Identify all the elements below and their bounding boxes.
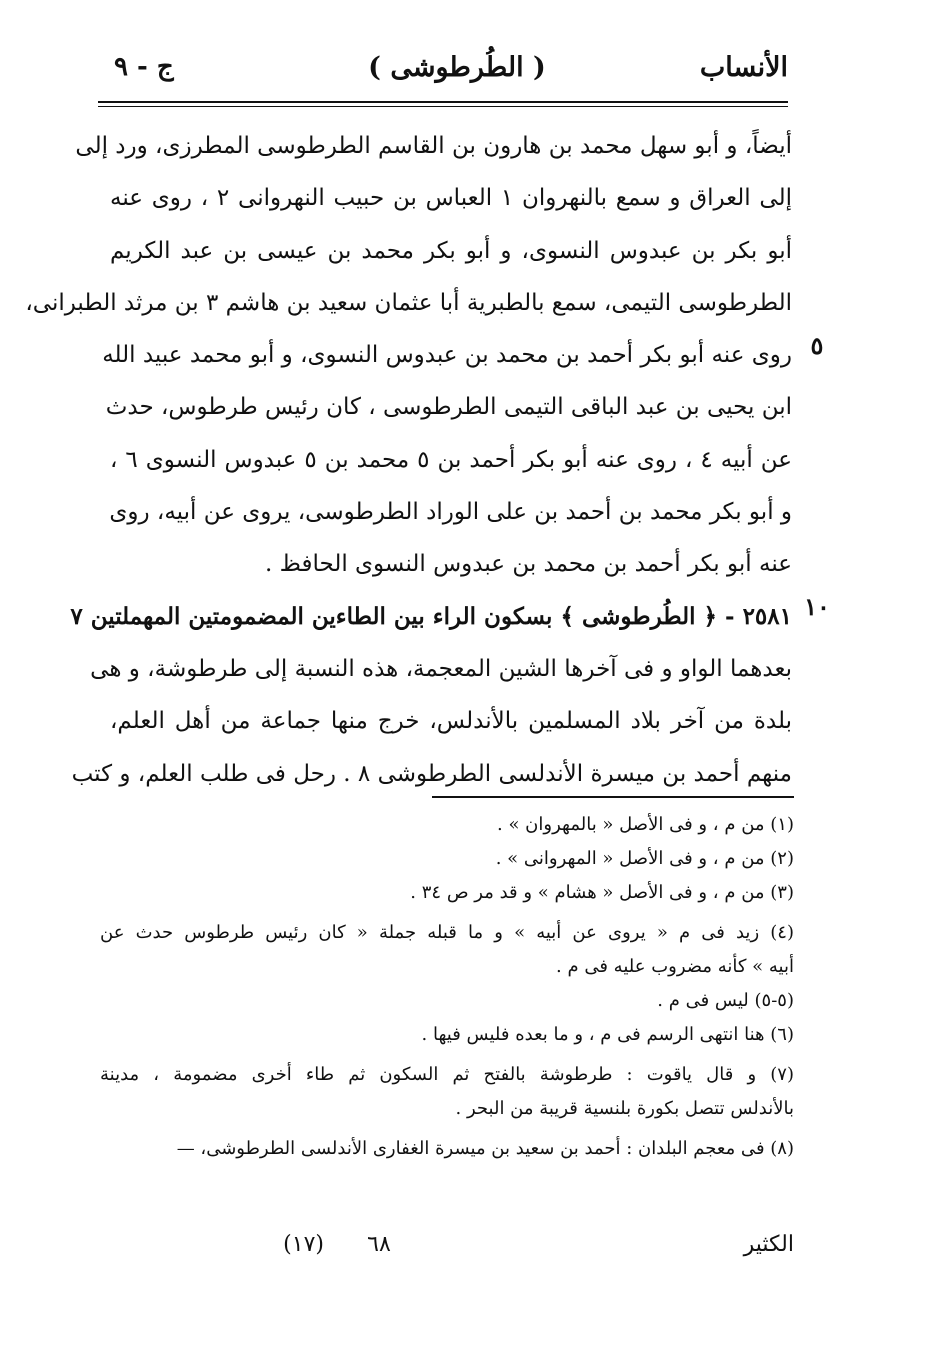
entry-heading-line: ٢٥٨١ - ﴿ الطُرطوشى ﴾ بسكون الراء بين الطاءين المضمومتين المهملتين ٧ (70, 602, 792, 630)
text-line: بلدة من آخر بلاد المسلمين بالأندلس، خرج منها جماعة من أهل العلم، (110, 708, 792, 735)
footnote-4: (٤) زيد فى م « يروى عن أبيه » و ما قبله جملة « كان رئيس طرطوس حدث عن (100, 922, 794, 943)
text-line: ابن يحيى بن عبد الباقى التيمى الطرطوسى ، كان رئيس طرطوس، حدث (105, 394, 792, 421)
header-rule (98, 101, 788, 103)
entry-title: ( الطُرطوشى ) (368, 52, 546, 83)
text-line: عن أبيه ٤ ، روى عنه أبو بكر أحمد بن ٥ محمد بن ٥ عبدوس النسوى ٦ ، (110, 446, 793, 473)
footnote-rule (432, 796, 794, 798)
main-text (25, 120, 793, 800)
text-line: روى عنه أبو بكر أحمد بن محمد بن عبدوس النسوى، و أبو محمد عبيد الله (102, 342, 792, 369)
page-number: ٦٨ (367, 1232, 391, 1257)
footnote-7: (٧) و قال ياقوت : طرطوشة بالفتح ثم السكون ثم طاء أخرى مضمومة ، مدينة (100, 1064, 794, 1085)
footnote-6: (٦) هنا انتهى الرسم فى م ، و ما بعده فليس فيها . (421, 1024, 794, 1045)
footnote-7-cont: بالأندلس تتصل بكورة بلنسية قريبة من البحر . (455, 1098, 794, 1119)
footnote-1: (١) من م ، و فى الأصل « بالمهروان » . (497, 814, 794, 835)
catchword: الكثير (743, 1232, 794, 1257)
footnote-5: (٥-٥) ليس فى م . (657, 990, 794, 1011)
header-rule-thin (98, 106, 788, 107)
text-line: منهم أحمد بن ميسرة الأندلسى الطرطوشى ٨ . رحل فى طلب العلم، و كتب (71, 760, 792, 787)
text-line: بعدهما الواو و فى آخرها الشين المعجمة، هذه النسبة إلى طرطوشة، و هى (90, 655, 792, 682)
footnote-4-cont: أبيه » كأنه مضروب عليه فى م . (556, 956, 794, 977)
footnote-8: (٨) فى معجم البلدان : أحمد بن سعيد بن ميسرة الغفارى الأندلسى الطرطوشى، — (176, 1138, 794, 1159)
text-line: و أبو بكر محمد بن أحمد بن على الوراد الطرطوسى، يروى عن أبيه، روى (109, 499, 792, 526)
footnote-2: (٢) من م ، و فى الأصل « المهروانى » . (495, 848, 794, 869)
footnote-3: (٣) من م ، و فى الأصل « هشام » و قد مر ص ٣٤ . (410, 882, 794, 903)
text-line: الطرطوسى التيمى، سمع بالطبرية أبا عثمان سعيد بن هاشم ٣ بن مرثد الطبرانى، (25, 289, 792, 316)
running-header (100, 52, 788, 96)
book-title: الأنساب (699, 52, 788, 83)
volume-label: ج - ٩ (114, 52, 174, 82)
line-number-5: ٥ (810, 331, 824, 360)
page-footer (100, 1232, 794, 1272)
text-line: إلى العراق و سمع بالنهروان ١ العباس بن حبيب النهروانى ٢ ، روى عنه (110, 185, 792, 212)
signature-mark: (١٧) (283, 1232, 324, 1257)
text-line: أبو بكر بن عبدوس النسوى، و أبو بكر محمد بن عيسى بن عبد الكريم (110, 237, 792, 264)
text-line: أيضاً، و أبو سهل محمد بن هارون بن القاسم الطرطوسى المطرزى، ورد إلى (75, 133, 792, 159)
text-line: عنه أبو بكر أحمد بن محمد بن عبدوس النسوى الحافظ . (265, 551, 792, 578)
footnotes (100, 808, 794, 1166)
line-number-10: ١٠ (804, 592, 830, 621)
